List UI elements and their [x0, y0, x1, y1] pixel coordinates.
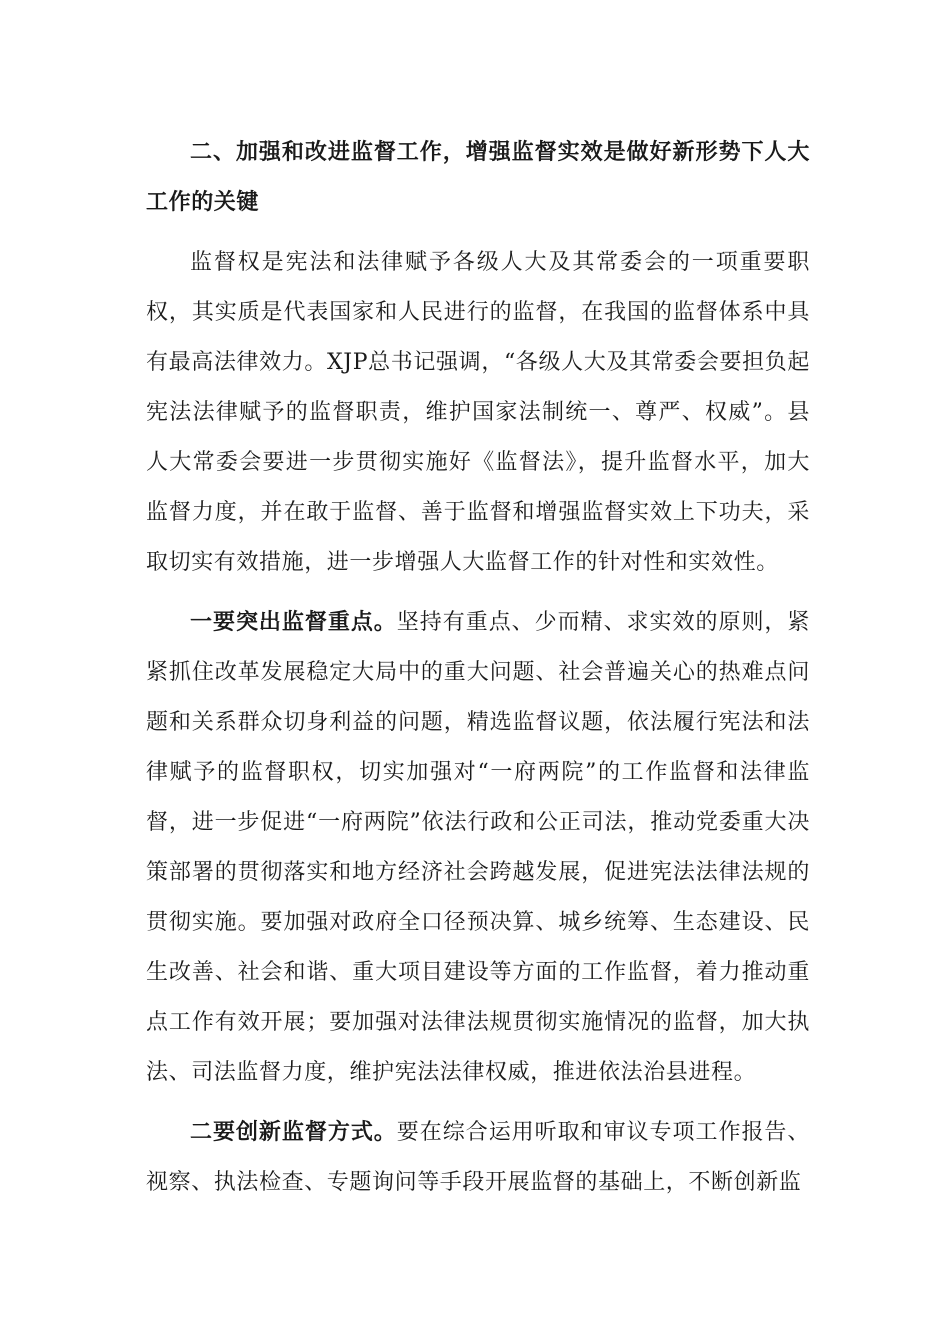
- paragraph-focus: [146, 598, 810, 1098]
- section-heading: 二、加强和改进监督工作，增强监督实效是做好新形势下人大工作的关键: [146, 140, 810, 215]
- paragraph-lead: 一要突出监督重点。: [190, 610, 397, 635]
- paragraph-text: 坚持有重点、少而精、求实效的原则，紧紧抓住改革发展稳定大局中的重大问题、社会普遍关心的热难点问题和关系群众切身利益的问题，精选监督议题，依法履行宪法和法律赋予的监督职权，切实加强对“一府两院”的工作监督和法律监督，进一步促进“一府两院”依法行政和公正司法，推动党委重大决策部署的贯彻落实和地方经济社会跨越发展，促进宪法法律法规的贯彻实施。要加强对政府全口径预决算、城乡统筹、生态建设、民生改善、社会和谐、重大项目建设等方面的工作监督，着力推动重点工作有效开展；要加强对法律法规贯彻实施情况的监督，加大执法、司法监督力度，维护宪法法律权威，推进依法治县进程。: [146, 610, 810, 1085]
- paragraph-text: 要在综合运用听取和审议专项工作报告、视察、执法检查、专题询问等手段开展监督的基础上，不断创新监: [146, 1120, 810, 1195]
- paragraph-lead: 二要创新监督方式。: [190, 1120, 397, 1145]
- paragraph-text: 监督权是宪法和法律赋予各级人大及其常委会的一项重要职权，其实质是代表国家和人民进行的监督，在我国的监督体系中具有最高法律效力。XJP总书记强调，“各级人大及其常委会要担负起宪法法律赋予的监督职责，维护国家法制统一、尊严、权威”。县人大常委会要进一步贯彻实施好《监督法》，提升监督水平，加大监督力度，并在敢于监督、善于监督和增强监督实效上下功夫，采取切实有效措施，进一步增强人大监督工作的针对性和实效性。: [146, 250, 810, 575]
- document-body: [146, 128, 810, 1208]
- paragraph-intro: [146, 238, 810, 588]
- paragraph-innovation: [146, 1108, 810, 1208]
